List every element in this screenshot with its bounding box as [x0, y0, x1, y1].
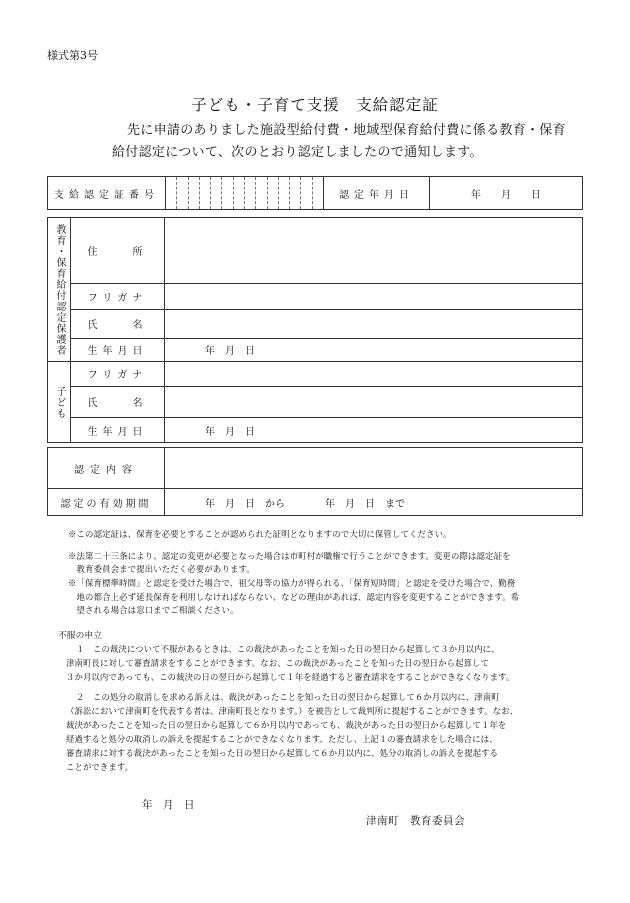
- appeal-p1-line-3: ３か月以内であっても、この裁決の日の翌日から起算して１年を経過すると審査請求をすることができなくなります。: [66, 672, 515, 682]
- appeal-p2-line-6: ことができます。: [66, 762, 134, 772]
- document-title: 子ども・子育て支援 支給認定証: [191, 96, 439, 114]
- certification-content-label: 認定内容: [48, 448, 165, 489]
- appeal-p2-line-5: 審査請求に対する裁決があったことを知った日の翌日から起算して６か月以内に、処分の取消しの訴えを提起する: [66, 748, 499, 758]
- child-furigana-label: フリガナ: [71, 362, 165, 387]
- guardian-name-field[interactable]: [165, 309, 583, 338]
- note-3-line-2: 地の都合上必ず延長保育を利用しなければならない、などの理由があれば、認定内容を変更することができます。希: [68, 592, 520, 602]
- guardian-name-label: 氏 名: [71, 309, 165, 338]
- appeal-title: 不服の申立: [58, 631, 102, 641]
- appeal-p1-line-2: 津南町長に対して審査請求をすることができます。なお、この裁決があったことを知った日の翌日から起算して: [66, 658, 489, 668]
- issuer-name: 津南町 教育委員会: [366, 815, 465, 827]
- appeal-paragraph-2: [66, 690, 586, 774]
- note-1: ※この認定証は、保育を必要とすることが認められた証明となりますので大切に保管してください。: [68, 529, 452, 539]
- intro-line-2: 給付認定について、次のとおり認定しましたので通知します。: [112, 145, 483, 160]
- issue-date: 年 月 日: [142, 799, 195, 811]
- certificate-header-table: [47, 176, 583, 210]
- note-2-line-2: 教育委員会まで提出いただく必要があります。: [68, 564, 255, 574]
- guardian-dob-value[interactable]: 年 月 日: [165, 338, 583, 361]
- appeal-p2-line-2: （訴訟において津南町を代表する者は、津南町長となります。）を被告として裁判所に提起することができます。なお、: [66, 706, 519, 716]
- note-2-line-1: ※法第二十三条により、認定の変更が必要となった場合は市町村が職権で行うことができます。変更の際は認定証を: [68, 551, 511, 561]
- cert-number-label: 支給認定証番号: [48, 177, 166, 210]
- certification-table: [47, 447, 583, 516]
- guardian-address-field[interactable]: [165, 218, 583, 284]
- appeal-paragraph-1: [66, 642, 586, 684]
- validity-period-value[interactable]: 年 月 日 から 年 月 日 まで: [165, 489, 583, 516]
- guardian-furigana-label: フリガナ: [71, 284, 165, 309]
- child-name-field[interactable]: [165, 386, 583, 418]
- validity-period-label: 認定の有効期間: [48, 489, 165, 516]
- child-name-label: 氏 名: [71, 386, 165, 418]
- appeal-p2-line-1: ２ この処分の取消しを求める訴えは、裁決があったことを知った日の翌日から起算して６か月以内に、津南町: [76, 692, 500, 702]
- guardian-child-table: [47, 217, 583, 443]
- cert-number-boxes[interactable]: [166, 177, 324, 210]
- cert-date-label: 認定年月日: [324, 177, 430, 210]
- form-number: 様式第3号: [47, 49, 98, 62]
- guardian-dob-label: 生年月日: [71, 338, 165, 361]
- guardian-address-label: 住 所: [71, 218, 165, 284]
- certification-content-field[interactable]: [165, 448, 583, 489]
- appeal-p2-line-4: 経過すると処分の取消しの訴えを提起することができなくなります。ただし、上記１の審査請求をした場合には、: [66, 734, 498, 744]
- guardian-furigana-field[interactable]: [165, 284, 583, 309]
- intro-text: [112, 120, 566, 164]
- guardian-group-label: 教育・保育給付認定保護者: [48, 218, 71, 362]
- child-group-label: 子ども: [48, 362, 71, 443]
- note-3-line-3: 望される場合は窓口までご相談ください。: [68, 605, 239, 615]
- cert-date-value[interactable]: 年 月 日: [430, 177, 583, 210]
- intro-line-1: 先に申請のありました施設型給付費・地域型保育給付費に係る教育・保育: [127, 123, 566, 138]
- child-furigana-field[interactable]: [165, 362, 583, 387]
- child-dob-value[interactable]: 年 月 日: [165, 418, 583, 443]
- appeal-p1-line-1: １ この裁決について不服があるときは、この裁決があったことを知った日の翌日から起算して３か月以内に、: [76, 644, 500, 654]
- note-3-line-1: ※「保育標準時間」と認定を受けた場合で、祖父母等の協力が得られる、「保育短時間」と認定を受けた場合で、勤務: [68, 578, 516, 588]
- child-dob-label: 生年月日: [71, 418, 165, 443]
- appeal-p2-line-3: 裁決があったことを知った日の翌日から起算して６か月以内であっても、裁決があった日の翌日から起算して１年を: [66, 720, 507, 730]
